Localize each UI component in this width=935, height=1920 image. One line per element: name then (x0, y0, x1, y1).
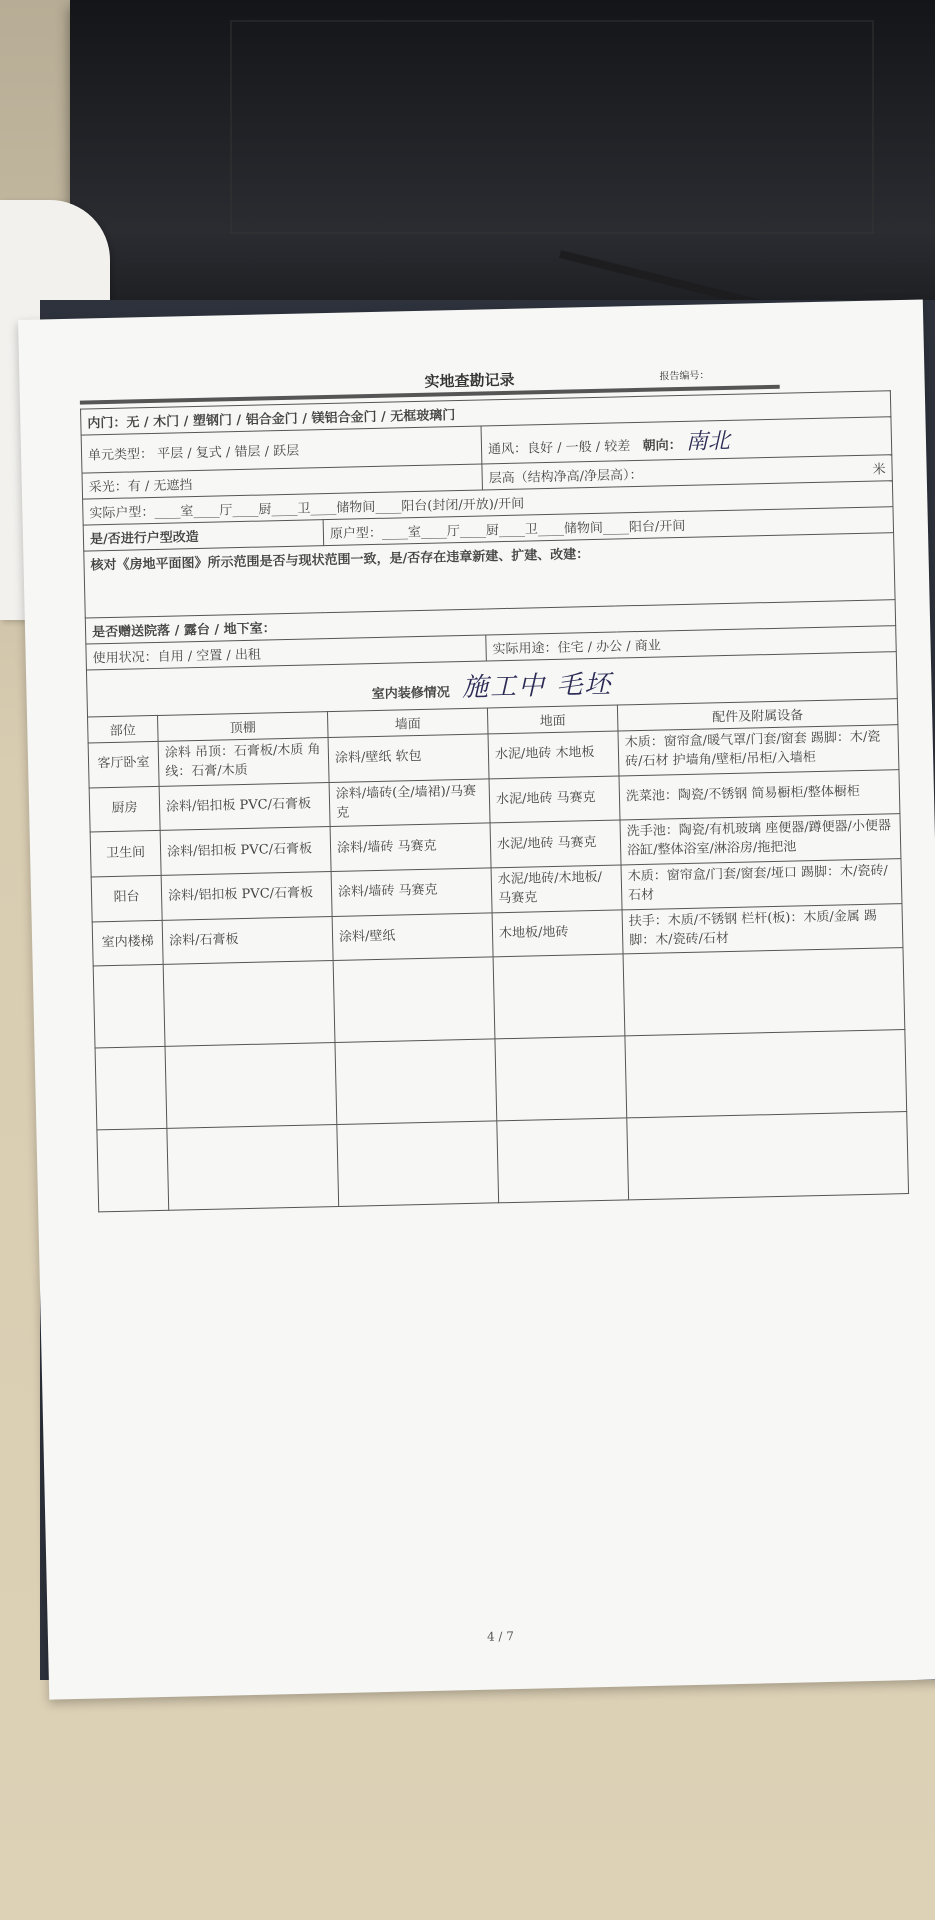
decor-title-row: 室内装修情况 施工中 毛坯 (86, 652, 897, 717)
row-part: 厨房 (89, 786, 160, 832)
laptop (70, 0, 935, 330)
header-wall: 墙面 (327, 708, 488, 738)
row-fixtures: 洗手池：陶瓷/有机玻璃 座便器/蹲便器/小便器 浴缸/整体浴室/淋浴房/拖把池 (620, 814, 901, 865)
page-number: 4 / 7 (486, 1629, 515, 1644)
gifted-row: 是否赠送院落 / 露台 / 地下室： (85, 600, 895, 644)
row-wall: 涂料/壁纸 软包 (328, 734, 489, 782)
row-part: 卫生间 (90, 831, 161, 877)
original-layout-cell: 原户型：____室____厅____厨____卫____储物间____阳台/开间 (323, 507, 894, 546)
row-ceiling: 涂料/石膏板 (162, 916, 333, 965)
orientation-handwriting: 南北 (685, 428, 731, 455)
unit-type-cell: 单元类型： 平层 / 复式 / 错层 / 跃层 (81, 426, 482, 473)
header-ceiling: 顶棚 (158, 712, 329, 742)
row-fixtures: 洗菜池：陶瓷/不锈钢 简易橱柜/整体橱柜 (619, 769, 900, 820)
ventilation-cell: 通风：良好 / 一般 / 较差 朝向： 南北 (481, 417, 892, 464)
row-wall: 涂料/墙砖(全/墙裙)/马赛克 (329, 779, 490, 827)
row-ceiling: 涂料/铝扣板 PVC/石膏板 (159, 782, 330, 831)
plan-check-row: 核对《房地平面图》所示范围是否与现状范围一致，是/否存在违章新建、扩建、改建： (84, 533, 895, 618)
row-floor: 水泥/地砖 木地板 (488, 731, 619, 779)
actual-use-cell: 实际用途：住宅 / 办公 / 商业 (486, 626, 897, 661)
row-ceiling: 涂料 吊顶：石膏板/木质 角线：石膏/木质 (158, 738, 329, 787)
survey-form-table (80, 390, 909, 1213)
row-wall: 涂料/墙砖 马赛克 (330, 823, 491, 871)
report-number-label: 报告编号： (659, 370, 710, 383)
row-floor: 水泥/地砖/木地板/马赛克 (491, 865, 622, 913)
orientation-label: 朝向： (642, 437, 682, 454)
row-ceiling: 涂料/铝扣板 PVC/石膏板 (161, 872, 332, 921)
row-ceiling: 涂料/铝扣板 PVC/石膏板 (160, 827, 331, 876)
blank-row (97, 1112, 909, 1212)
usage-status-cell: 使用状况：自用 / 空置 / 出租 (86, 635, 486, 670)
row-wall: 涂料/墙砖 马赛克 (331, 868, 492, 916)
row-floor: 木地板/地砖 (492, 910, 623, 958)
floor-height-unit: 米 (872, 462, 886, 478)
row-floor: 水泥/地砖 马赛克 (489, 776, 620, 824)
inner-door-row: 内门：无 / 木门 / 塑钢门 / 铝合金门 / 镁铝合金门 / 无框玻璃门 (81, 391, 891, 435)
row-fixtures: 扶手：木质/不锈钢 栏杆(板)：木质/金属 踢脚：木/瓷砖/石材 (622, 903, 903, 954)
decor-handwriting: 施工中 毛坯 (461, 669, 613, 703)
floor-height-cell: 层高（结构净高/净层高）： 米 (482, 455, 893, 490)
row-part: 客厅卧室 (88, 741, 159, 787)
header-fixtures: 配件及附属设备 (617, 699, 898, 731)
row-floor: 水泥/地砖 马赛克 (490, 820, 621, 868)
actual-layout-row: 实际户型：____室____厅____厨____卫____储物间____阳台(封闭/开放)/开间 (83, 481, 893, 525)
row-fixtures: 木质：窗帘盒/门套/窗套/垭口 踢脚：木/瓷砖/石材 (621, 859, 902, 910)
renovated-cell: 是/否进行户型改造 (83, 520, 324, 551)
row-fixtures: 木质：窗帘盒/暖气罩/门套/窗套 踢脚：木/瓷砖/石材 护墙角/壁柜/吊柜/入墙柜 (618, 725, 899, 776)
lighting-cell: 采光：有 / 无遮挡 (82, 464, 482, 499)
row-part: 室内楼梯 (92, 920, 163, 966)
row-part: 阳台 (91, 875, 162, 921)
header-floor: 地面 (487, 705, 618, 734)
laptop-lid-outline (230, 20, 874, 234)
form-title: 实地查勘记录 (424, 370, 515, 391)
survey-form-page (18, 299, 935, 1699)
header-part: 部位 (88, 715, 159, 743)
row-wall: 涂料/壁纸 (332, 913, 493, 961)
